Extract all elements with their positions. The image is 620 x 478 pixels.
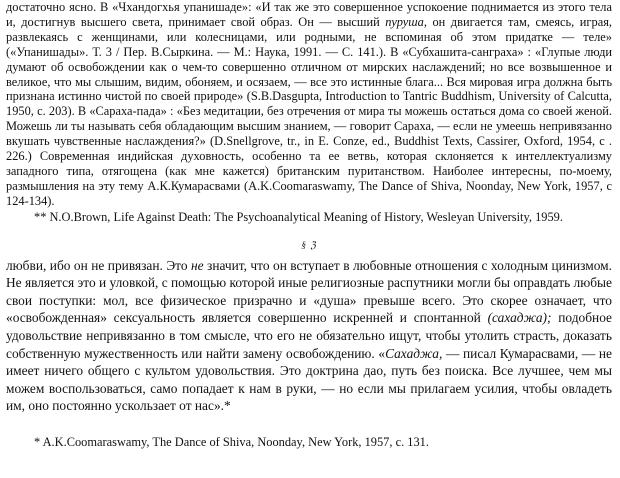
footnote-double-asterisk: ** N.O.Brown, Life Against Death: The Psychoanalytical Meaning of History, Wesleyan University, 1959. bbox=[34, 209, 563, 224]
main-paragraph bbox=[6, 257, 612, 415]
main-italic-2: (сахаджа); bbox=[487, 310, 552, 326]
main-text-4: — писал Кумарасвами, — не имеет ничего общего с культом удовольствия. Это доктрина дао, путь без поиска. Все лучшее, чем мы можем воспользоваться, само попадает к нам в руки, — но если мы прилагаем усилия, чтобы овладеть им, оно постоянно ускользает от нас».* bbox=[6, 345, 612, 414]
footnote-single-asterisk: * A.K.Coomaraswamy, The Dance of Shiva, Noonday, New York, 1957, c. 131. bbox=[34, 435, 429, 450]
main-text bbox=[6, 257, 612, 415]
page-mark: § ℨ bbox=[301, 239, 317, 250]
main-text-3: подобное удовольствие непривязанно в том смысле, что его не обязательно ищут, чтобы утолить страсть, доказать собственную мужественность или найти замену освобождению. « bbox=[6, 310, 612, 361]
footnote-paragraph bbox=[6, 0, 612, 209]
footnote-text-a: достаточно ясно. В «Чхандогхья упанишаде»: «И так же это совершенное успокоение поднимается из этого тела и, достигнув высшего света, принимает свой образ. Он — высший bbox=[6, 0, 612, 29]
main-italic-3: Сахаджа, bbox=[385, 345, 443, 361]
footnote-italic-term: пуруша, bbox=[385, 14, 427, 29]
footnote-block bbox=[6, 0, 612, 209]
main-text-1: любви, ибо он не привязан. Это bbox=[6, 257, 191, 273]
footnote-text-b: он двигается там, смеясь, играя, развлекаясь с женщинами, или колесницами, или родными, не вспоминая об этом придатке — теле» («Упанишады». Т. 3 / Пер. В.Сыркина. — М.: Наука, 1991. — С. 141.). В «Субхашита-санграха» : «Глупые люди думают об освобождении как о чем-то совершенно отличном от мирских наслаждений; но все возвышенное и великое, что мы слышим, видим, обоняем, и осязаем, — все это истинные блага... Вся мировая игра должна быть признана истинно чистой по своей природе» (S.B.Dasgupta, Introduction to Tantric Buddhism, University of Calcutta, 1950, c. 203). В «Сараха-пада» : «Без медитации, без отречения от мира ты можешь остаться дома со своей женой. Можешь ли ты называть себя обладающим высшим знанием, — говорит Сараха, — если не умеешь непривязанно вкушать чувственные наслаждения?» (D.Snellgrove, tr., in E. Conze, ed., Buddhist Texts, Cassirer, Oxford, 1954, c . 226.) Современная индийская духовность, особенно та ее ветвь, которая склоняется к интеллектуализму западного типа, отягощена (как мне кажется) британским пуританством. Наиболее интересны, по-моему, размышления на эту тему А.К.Кумарасвами (A.K.Coomaraswamy, The Dance of Shiva, Noonday, New York, 1957, с 124-134). bbox=[6, 14, 612, 208]
main-italic-1: не bbox=[190, 257, 204, 273]
main-text-2: значит, что он вступает в любовные отношения с холодным цинизмом. Не является это и уловкой, с помощью которой иные религиозные распутники могли бы оправдать любые свои поступки: мол, все физическое призрачно и «душа» превыше всего. Это скорее означает, что «освобожденная» сексуальность является совершенно искренней и спонтанной bbox=[6, 257, 612, 326]
